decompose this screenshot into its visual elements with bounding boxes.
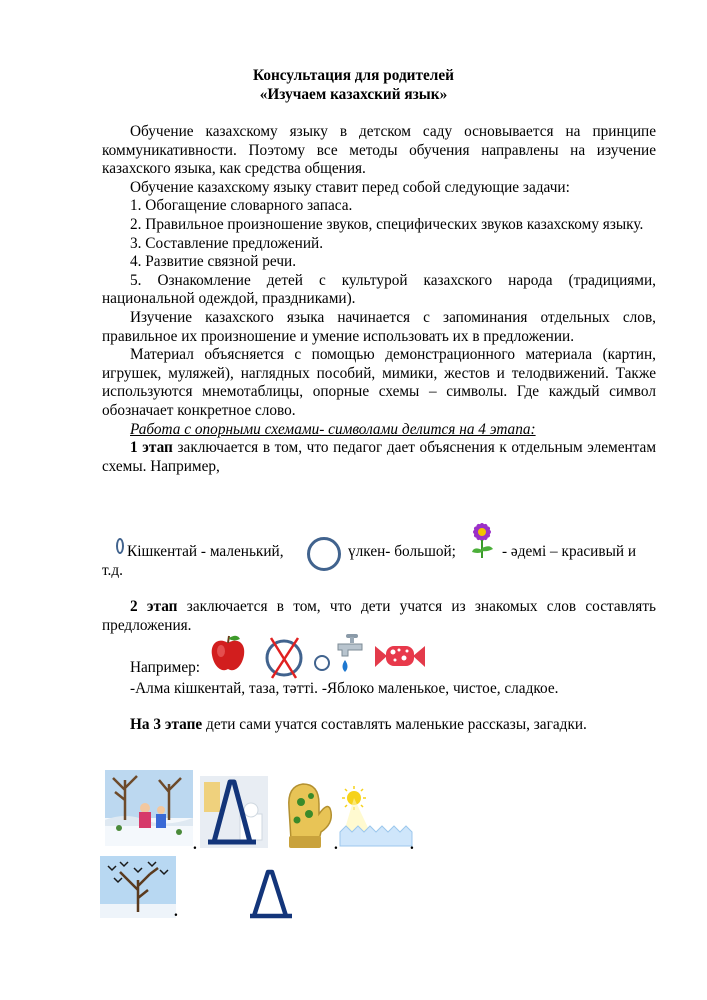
stage1-word2: үлкен- большой; bbox=[348, 543, 456, 560]
stage1-word3: - әдемі – красивый и bbox=[502, 543, 637, 560]
separator-dot: . bbox=[174, 903, 178, 920]
example-sentence: -Алма кішкентай, таза, тәтті. -Яблоко маленькое, чистое, сладкое. bbox=[130, 680, 559, 697]
example-label: Например: bbox=[130, 659, 201, 676]
task-item: 2. Правильное произношение звуков, специфических звуков казахскому языку. bbox=[130, 215, 644, 233]
page-title-line2: «Изучаем казахский язык» bbox=[259, 86, 448, 103]
stage3-text: дети сами учатся составлять маленькие рассказы, загадки. bbox=[202, 716, 587, 733]
birds-tree-picture bbox=[100, 856, 176, 918]
stage3-label: На 3 этапе bbox=[130, 716, 203, 733]
intro-section bbox=[102, 123, 656, 476]
stage2-text: заключается в том, что дети учатся из знакомых слов составлять предложения. bbox=[102, 598, 656, 634]
flower-icon bbox=[466, 518, 498, 560]
candy-icon bbox=[373, 640, 427, 672]
task-item: 1. Обогащение словарного запаса. bbox=[130, 197, 353, 215]
sun-water-picture bbox=[340, 786, 412, 846]
intro-paragraph-2: Обучение казахскому языку ставит перед собой следующие задачи: bbox=[130, 178, 570, 196]
separator-dot: . bbox=[334, 836, 338, 853]
page-title-line1: Консультация для родителей bbox=[253, 67, 454, 84]
letter-l-symbol bbox=[200, 776, 268, 850]
stage1-paragraph bbox=[102, 439, 656, 476]
stages-heading: Работа с опорными схемами- символами делится на 4 этапа: bbox=[130, 420, 536, 438]
separator-dot: . bbox=[410, 836, 414, 853]
stage2-paragraph bbox=[102, 598, 656, 635]
tap-icon bbox=[334, 632, 370, 676]
apple-icon bbox=[209, 633, 247, 675]
task-item: 5. Ознакомление детей с культурой казахского народа (традициями, национальной одеждой, праздниками). bbox=[102, 271, 656, 308]
letter-l-symbol bbox=[248, 868, 296, 920]
stage1-tail: т.д. bbox=[102, 562, 123, 579]
task-item: 4. Развитие связной речи. bbox=[130, 253, 297, 271]
separator-dot: . bbox=[193, 836, 197, 853]
intro-paragraph-4: Материал объясняется с помощью демонстрационного материала (картин, игрушек, муляжей), наглядных пособий, мимики, жестов и телодвижений. Также используются мнемотаблицы, опорные схемы – символы. Где каждый символ обозначает конкретное слово. bbox=[102, 346, 656, 419]
stage1-text: заключается в том, что педагог дает объяснения к отдельным элементам схемы. Например, bbox=[102, 439, 657, 475]
winter-picture bbox=[105, 770, 193, 846]
stage1-label: 1 этап bbox=[130, 439, 173, 457]
small-ring-icon bbox=[116, 538, 124, 554]
big-ring-icon bbox=[307, 537, 341, 571]
mitten-picture bbox=[273, 778, 335, 850]
stage3-paragraph bbox=[102, 716, 656, 735]
stage1-word1: Кішкентай - маленький, bbox=[127, 543, 284, 560]
stage2-label: 2 этап bbox=[130, 598, 178, 615]
intro-paragraph-1: Обучение казахскому языку в детском саду основывается на принципе коммуникативности. Поэтому все методы обучения направлены на изучение казахского языка, как средства общения. bbox=[102, 123, 656, 178]
crossed-symbol-icon bbox=[262, 634, 306, 680]
intro-paragraph-3: Изучение казахского языка начинается с запоминания отдельных слов, правильное их произношение и умение использовать их в предложении. bbox=[102, 308, 656, 345]
small-ring-icon bbox=[314, 655, 330, 671]
task-item: 3. Составление предложений. bbox=[130, 234, 324, 252]
